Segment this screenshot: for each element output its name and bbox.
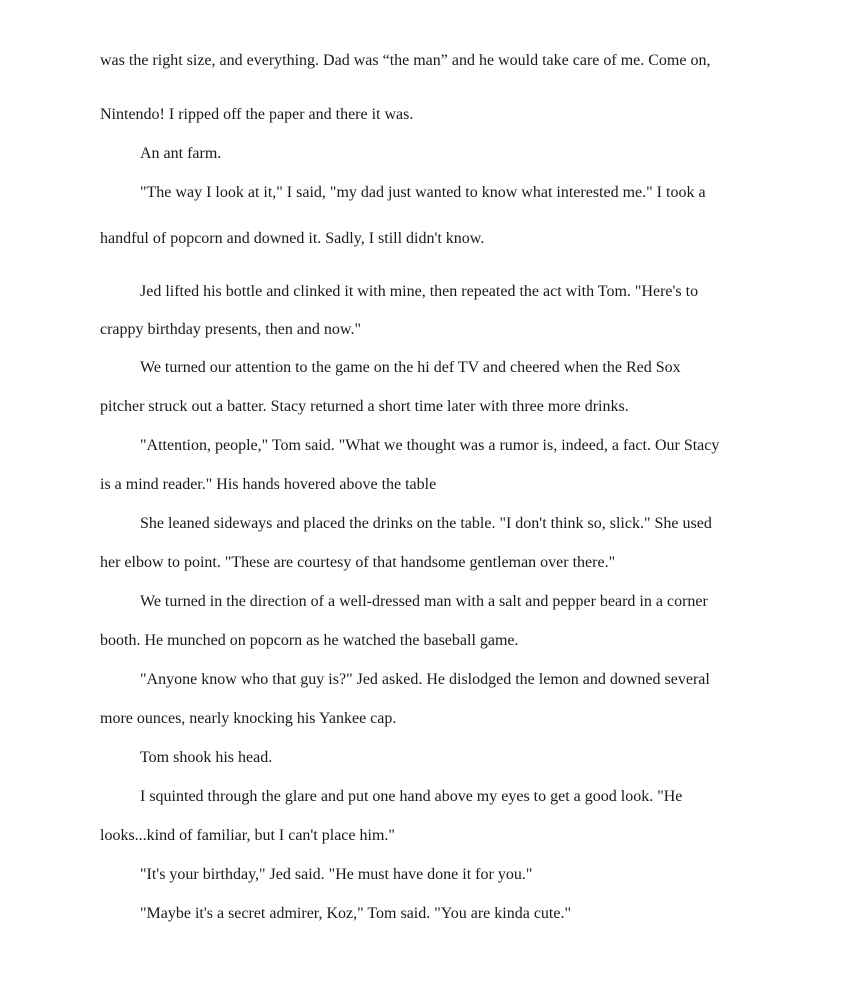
text-line: handful of popcorn and downed it. Sadly, I still didn't know. [100, 230, 485, 247]
text-line: booth. He munched on popcorn as he watched the baseball game. [100, 632, 519, 649]
paragraph-start-line: "Attention, people," Tom said. "What we thought was a rumor is, indeed, a fact. Our Stacy [140, 437, 720, 454]
text-line: crappy birthday presents, then and now." [100, 321, 361, 338]
text-line: Nintendo! I ripped off the paper and there it was. [100, 106, 414, 123]
paragraph-start-line: "Anyone know who that guy is?" Jed asked. He dislodged the lemon and downed several [140, 671, 710, 688]
text-line: her elbow to point. "These are courtesy of that handsome gentleman over there." [100, 554, 616, 571]
paragraph-start-line: "The way I look at it," I said, "my dad just wanted to know what interested me." I took a [140, 184, 706, 201]
text-line: was the right size, and everything. Dad was “the man” and he would take care of me. Come on, [100, 52, 711, 69]
paragraph-start-line: Jed lifted his bottle and clinked it with mine, then repeated the act with Tom. "Here's to [140, 283, 699, 300]
text-line: pitcher struck out a batter. Stacy returned a short time later with three more drinks. [100, 398, 629, 415]
text-line: more ounces, nearly knocking his Yankee cap. [100, 710, 397, 727]
paragraph-start-line: "It's your birthday," Jed said. "He must have done it for you." [140, 866, 533, 883]
paragraph-start-line: We turned in the direction of a well-dressed man with a salt and pepper beard in a corner [140, 593, 708, 610]
paragraph-start-line: She leaned sideways and placed the drinks on the table. "I don't think so, slick." She used [140, 515, 712, 532]
paragraph-start-line: I squinted through the glare and put one hand above my eyes to get a good look. "He [140, 788, 683, 805]
paragraph-start-line: We turned our attention to the game on the hi def TV and cheered when the Red Sox [140, 359, 681, 376]
text-line: is a mind reader." His hands hovered above the table [100, 476, 437, 493]
paragraph-start-line: An ant farm. [140, 145, 222, 162]
paragraph-start-line: Tom shook his head. [140, 749, 273, 766]
text-line: looks...kind of familiar, but I can't place him." [100, 827, 395, 844]
paragraph-start-line: "Maybe it's a secret admirer, Koz," Tom said. "You are kinda cute." [140, 905, 571, 922]
